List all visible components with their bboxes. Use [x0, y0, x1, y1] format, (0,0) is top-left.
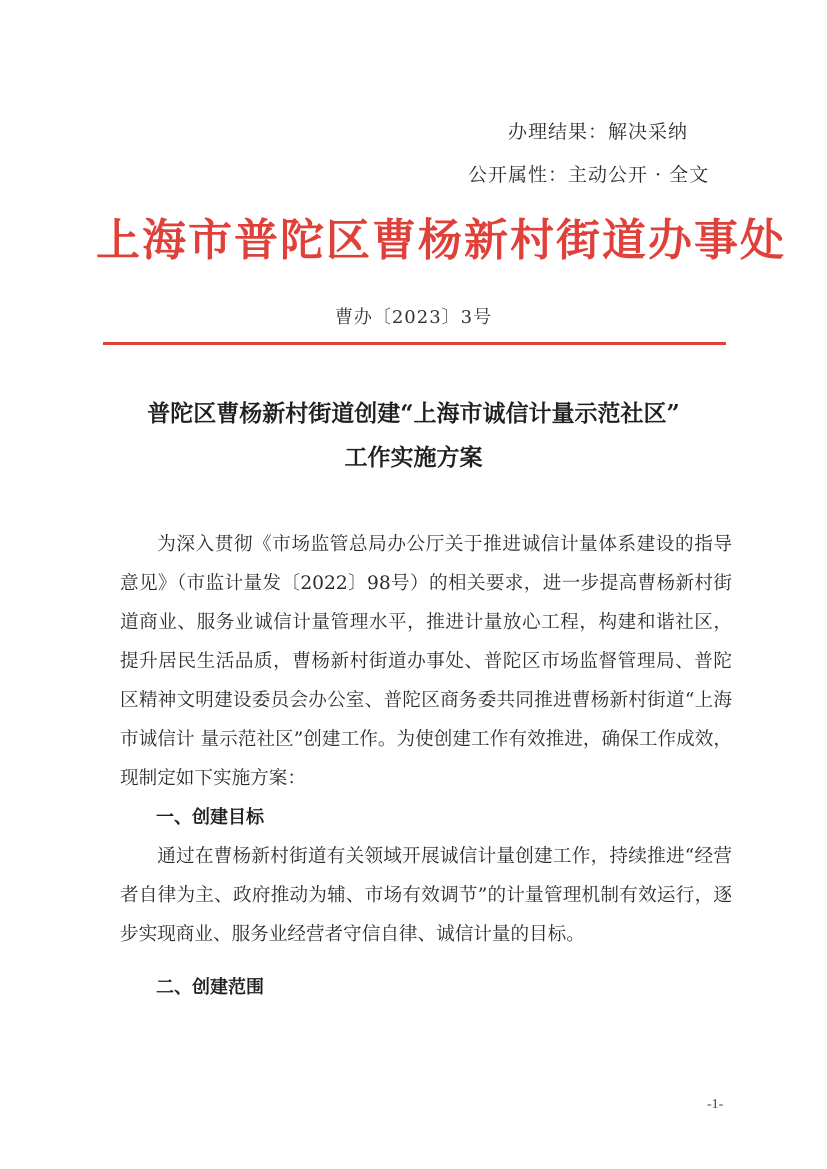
red-divider-line	[103, 342, 726, 345]
document-title-line-1: 普陀区曹杨新村街道创建“上海市诚信计量示范社区”	[147, 400, 680, 427]
disclosure-attribute: 公开属性：主动公开 · 全文	[468, 164, 710, 186]
section-paragraph-goals: 通过在曹杨新村街道有关领域开展诚信计量创建工作，持续推进“经营者自律为主、政府推动为辅、市场有效调节”的计量管理机制有效运行，逐步实现商业、服务业经营者守信自律、诚信计量的目标。	[120, 846, 732, 945]
document-title-line-2: 工作实施方案	[344, 444, 483, 471]
section-heading-scope: 二、创建范围	[156, 977, 264, 998]
document-body	[120, 525, 732, 1007]
page-number: -1-	[707, 1097, 724, 1112]
handling-result: 办理结果：解决采纳	[508, 121, 689, 143]
section-heading-goals: 一、创建目标	[156, 807, 264, 828]
issuer-heading: 上海市普陀区曹杨新村街道办事处	[96, 215, 786, 266]
document-number: 曹办〔2023〕3号	[334, 307, 493, 328]
intro-paragraph: 为深入贯彻《市场监管总局办公厅关于推进诚信计量体系建设的指导意见》（市监计量发〔2022〕98号）的相关要求，进一步提高曹杨新村街道商业、服务业诚信计量管理水平，推进计量放心工程，构建和谐社区，提升居民生活品质，曹杨新村街道办事处、普陀区市场监督管理局、普陀区精神文明建设委员会办公室、普陀区商务委共同推进曹杨新村街道“上海市诚信计 量示范社区”创建工作。为使创建工作有效推进，确保工作成效，现制定如下实施方案：	[120, 534, 732, 789]
